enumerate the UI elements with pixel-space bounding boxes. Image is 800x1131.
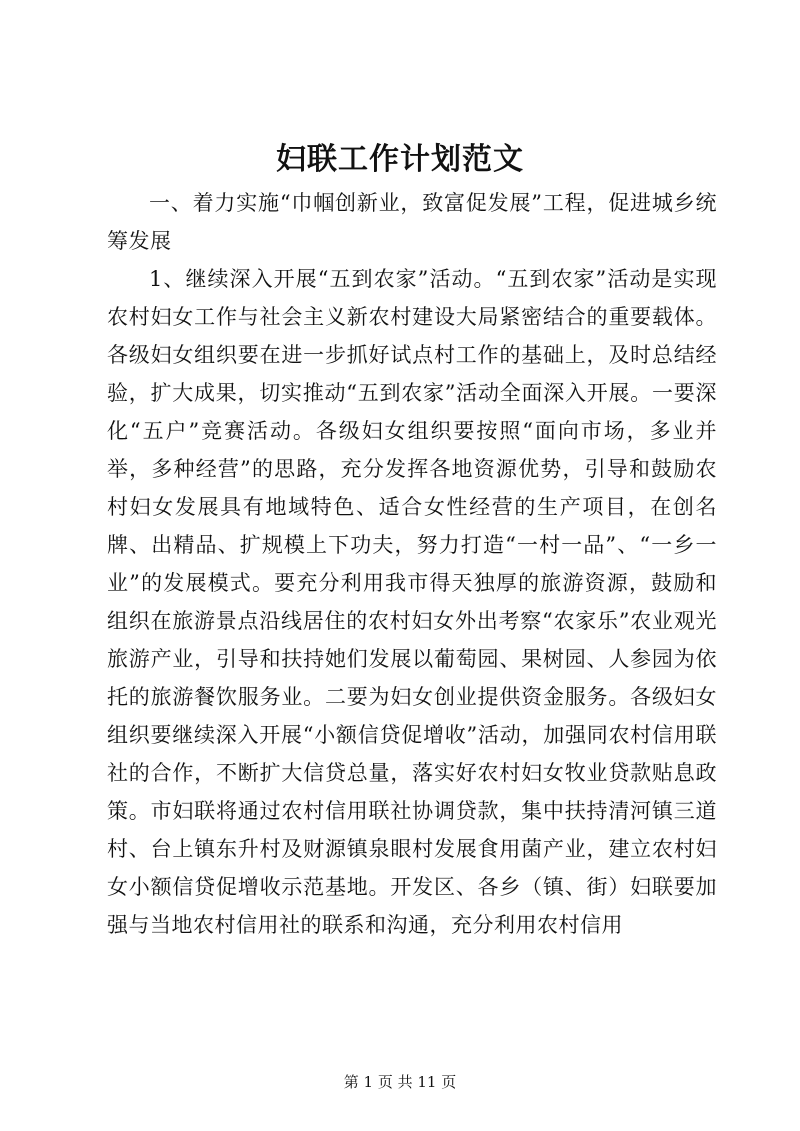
document-title: 妇联工作计划范文 <box>276 142 524 177</box>
document-body <box>107 184 717 944</box>
page-number-label: 第 1 页 共 11 页 <box>343 1073 457 1091</box>
body-paragraph: 1、继续深入开展“五到农家”活动。“五到农家”活动是实现农村妇女工作与社会主义新农村建设大局紧密结合的重要载体。各级妇女组织要在进一步抓好试点村工作的基础上，及时总结经验，扩大成果，切实推动“五到农家”活动全面深入开展。一要深化“五户”竞赛活动。各级妇女组织要按照“面向市场，多业并举，多种经营”的思路，充分发挥各地资源优势，引导和鼓励农村妇女发展具有地域特色、适合女性经营的生产项目，在创名牌、出精品、扩规模上下功夫，努力打造“一村一品”、“一乡一业”的发展模式。要充分利用我市得天独厚的旅游资源，鼓励和组织在旅游景点沿线居住的农村妇女外出考察“农家乐”农业观光旅游产业，引导和扶持她们发展以葡萄园、果树园、人参园为依托的旅游餐饮服务业。二要为妇女创业提供资金服务。各级妇女组织要继续深入开展“小额信贷促增收”活动，加强同农村信用联社的合作，不断扩大信贷总量，落实好农村妇女牧业贷款贴息政策。市妇联将通过农村信用联社协调贷款，集中扶持清河镇三道村、台上镇东升村及财源镇泉眼村发展食用菌产业，建立农村妇女小额信贷促增收示范基地。开发区、各乡（镇、街）妇联要加强与当地农村信用社的联系和沟通，充分利用农村信用 <box>107 267 717 937</box>
page-footer <box>0 1072 800 1092</box>
section-heading-paragraph: 一、着力实施“巾帼创新业，致富促发展”工程，促进城乡统筹发展 <box>107 191 717 253</box>
